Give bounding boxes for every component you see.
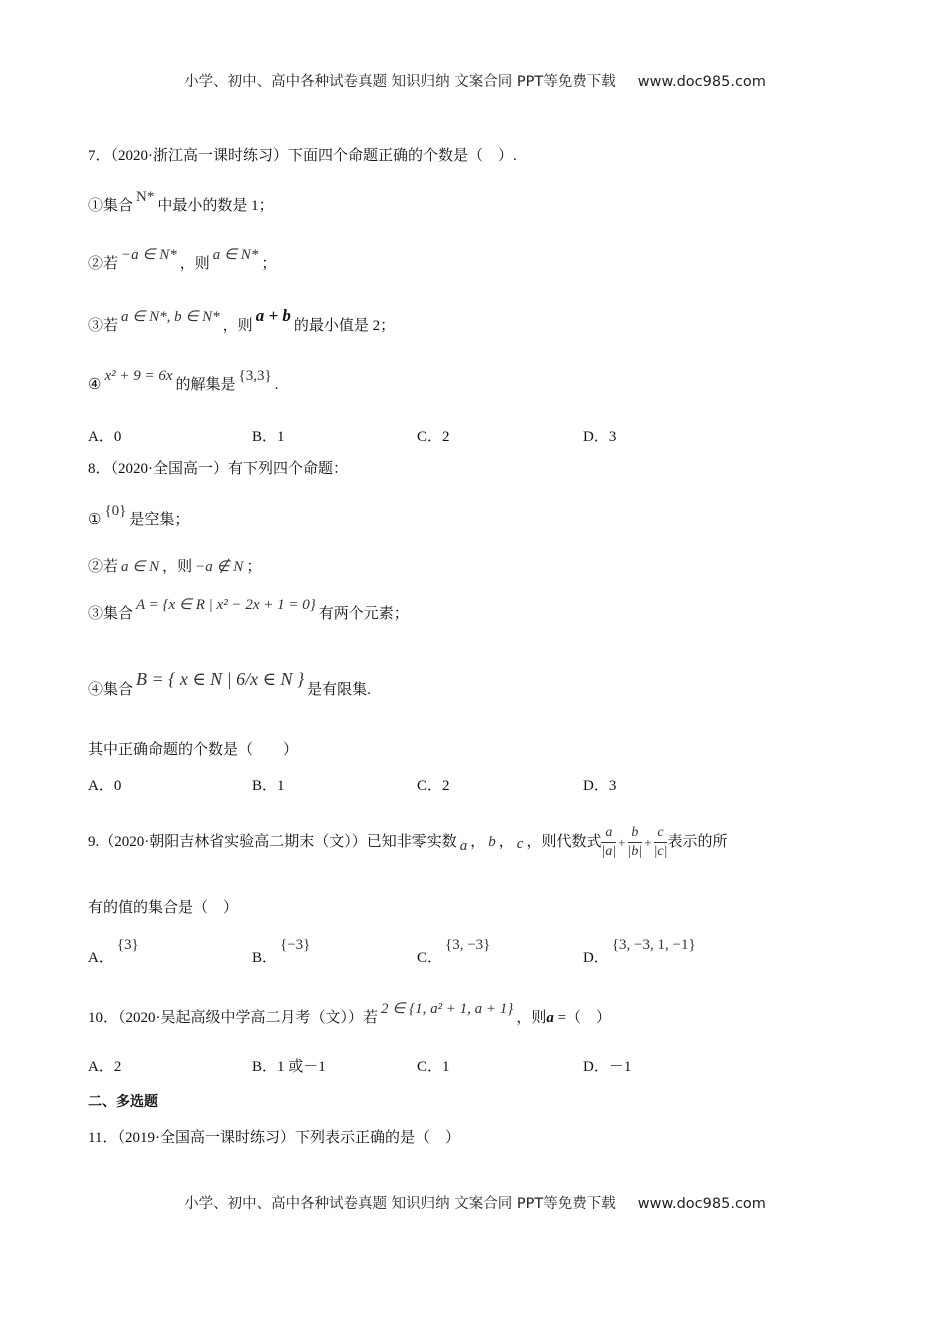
text: 中最小的数是 1； <box>157 198 274 214</box>
header-url[interactable]: www.doc985.com <box>637 74 766 90</box>
q9-option-c <box>417 937 493 967</box>
q7-option-b: B．1 <box>252 429 285 445</box>
math: {3, −3, 1, −1} <box>611 937 696 953</box>
label: B． <box>252 950 278 966</box>
label: A． <box>88 950 114 966</box>
math: b <box>488 834 496 850</box>
q8-option-a: A．0 <box>88 778 122 794</box>
section-heading: 二、多选题 <box>88 1094 158 1110</box>
math: N* <box>136 189 155 205</box>
fraction <box>654 824 668 861</box>
text: ③集合 <box>88 606 134 622</box>
math: c <box>516 836 524 852</box>
math: a ∈ N <box>121 559 160 575</box>
text: 的解集是 <box>175 377 236 393</box>
text: 9.（2020·朝阳吉林省实验高二期末（文））已知非零实数 <box>88 834 457 850</box>
q7-statement-2 <box>88 247 277 274</box>
q9-option-d <box>583 937 699 967</box>
q8-option-b: B．1 <box>252 778 285 794</box>
page-footer <box>0 1192 950 1213</box>
text: ，则代数式 <box>526 834 602 850</box>
plus: + <box>644 834 652 850</box>
q8-statement-1 <box>88 503 190 530</box>
q7-stem: 7．（2020·浙江高一课时练习）下面四个命题正确的个数是（ ）. <box>88 148 517 164</box>
q8-statement-2 <box>88 557 261 577</box>
footer-text: 小学、初中、高中各种试卷真题 知识归纳 文案合同 PPT等免费下载 <box>184 1196 616 1212</box>
q7-option-a: A．0 <box>88 429 122 445</box>
text: ① <box>88 512 102 528</box>
text: =（ ） <box>553 1010 612 1026</box>
text: 表示的所 <box>667 834 728 850</box>
fraction <box>628 824 643 861</box>
denominator: |a| <box>601 844 617 860</box>
numerator: c <box>654 824 668 843</box>
q10-option-c: C．1 <box>417 1059 450 1075</box>
text: ④ <box>88 377 102 393</box>
footer-url[interactable]: www.doc985.com <box>637 1196 766 1212</box>
q7-option-c: C．2 <box>417 429 450 445</box>
q10-option-d: D．－1 <box>583 1059 632 1075</box>
label: C． <box>417 950 443 966</box>
math: {−3} <box>280 937 311 953</box>
math: {3} <box>116 937 139 953</box>
math: B = { x ∈ N | 6/x ∈ N } <box>136 669 305 689</box>
math: a <box>546 1010 554 1026</box>
q8-option-d: D．3 <box>583 778 617 794</box>
text: ①集合 <box>88 198 134 214</box>
text: ，则 <box>222 318 253 334</box>
q8-stem: 8．（2020·全国高一）有下列四个命题： <box>88 461 348 477</box>
label: D． <box>583 950 609 966</box>
numerator: a <box>601 824 616 843</box>
text: 10．（2020·吴起高级中学高二月考（文））若 <box>88 1010 378 1026</box>
math: x² + 9 = 6x <box>104 368 173 384</box>
text: ，则 <box>179 256 210 272</box>
math: {0} <box>104 503 127 519</box>
math: −a ∈ N* <box>121 247 177 263</box>
text: 是有限集. <box>307 682 371 698</box>
text: ； <box>246 559 262 575</box>
q8-statement-4 <box>88 669 371 700</box>
q7-statement-1 <box>88 189 274 216</box>
plus: + <box>618 834 626 850</box>
text: ②若 <box>88 559 119 575</box>
q10-option-a: A．2 <box>88 1059 122 1075</box>
q9-line2: 有的值的集合是（ ） <box>88 900 239 916</box>
math: {3,3} <box>238 368 272 384</box>
header-text: 小学、初中、高中各种试卷真题 知识归纳 文案合同 PPT等免费下载 <box>184 74 616 90</box>
q7-statement-3 <box>88 306 396 336</box>
math: a + b <box>255 306 291 325</box>
q9-option-b <box>252 937 313 967</box>
text: ； <box>261 256 277 272</box>
math: a <box>459 838 468 854</box>
q10-option-b: B．1 或－1 <box>252 1059 326 1075</box>
text: 有两个元素； <box>318 606 409 622</box>
text: ③若 <box>88 318 119 334</box>
page-header <box>0 70 950 91</box>
math: A = {x ∈ R | x² − 2x + 1 = 0} <box>136 597 316 613</box>
q8-statement-3 <box>88 597 409 624</box>
q8-ask: 其中正确命题的个数是（ ） <box>88 742 299 758</box>
text: ，则 <box>162 559 193 575</box>
q9-stem: 9.（2020·朝阳吉林省实验高二期末（文））已知非零实数 a ， b ， c ，则代数式 $\frac{a}{|a|}$ + $\frac{b}{|b|}$ + $\frac{c}{|c|}$ 表示的所 <box>88 825 728 860</box>
q9-option-a <box>88 937 142 967</box>
text: ④集合 <box>88 682 134 698</box>
q8-option-c: C．2 <box>417 778 450 794</box>
denominator: |b| <box>627 844 643 860</box>
math: a ∈ N* <box>212 247 259 263</box>
text: ，则 <box>516 1010 547 1026</box>
math: −a ∉ N <box>195 559 244 575</box>
text: 是空集； <box>129 512 190 528</box>
q7-option-d: D．3 <box>583 429 617 445</box>
math: a ∈ N*, b ∈ N* <box>121 309 220 325</box>
text: ②若 <box>88 256 119 272</box>
math: 2 ∈ {1, a² + 1, a + 1} <box>381 1001 514 1017</box>
denominator: |c| <box>653 844 668 860</box>
fraction <box>601 824 616 861</box>
text: 的最小值是 2； <box>293 318 396 334</box>
q11-stem: 11．（2019·全国高一课时练习）下列表示正确的是（ ） <box>88 1130 460 1146</box>
text: . <box>274 377 279 393</box>
q10-stem <box>88 1001 612 1028</box>
numerator: b <box>628 824 643 843</box>
math: {3, −3} <box>445 937 491 953</box>
q7-statement-4 <box>88 368 279 395</box>
